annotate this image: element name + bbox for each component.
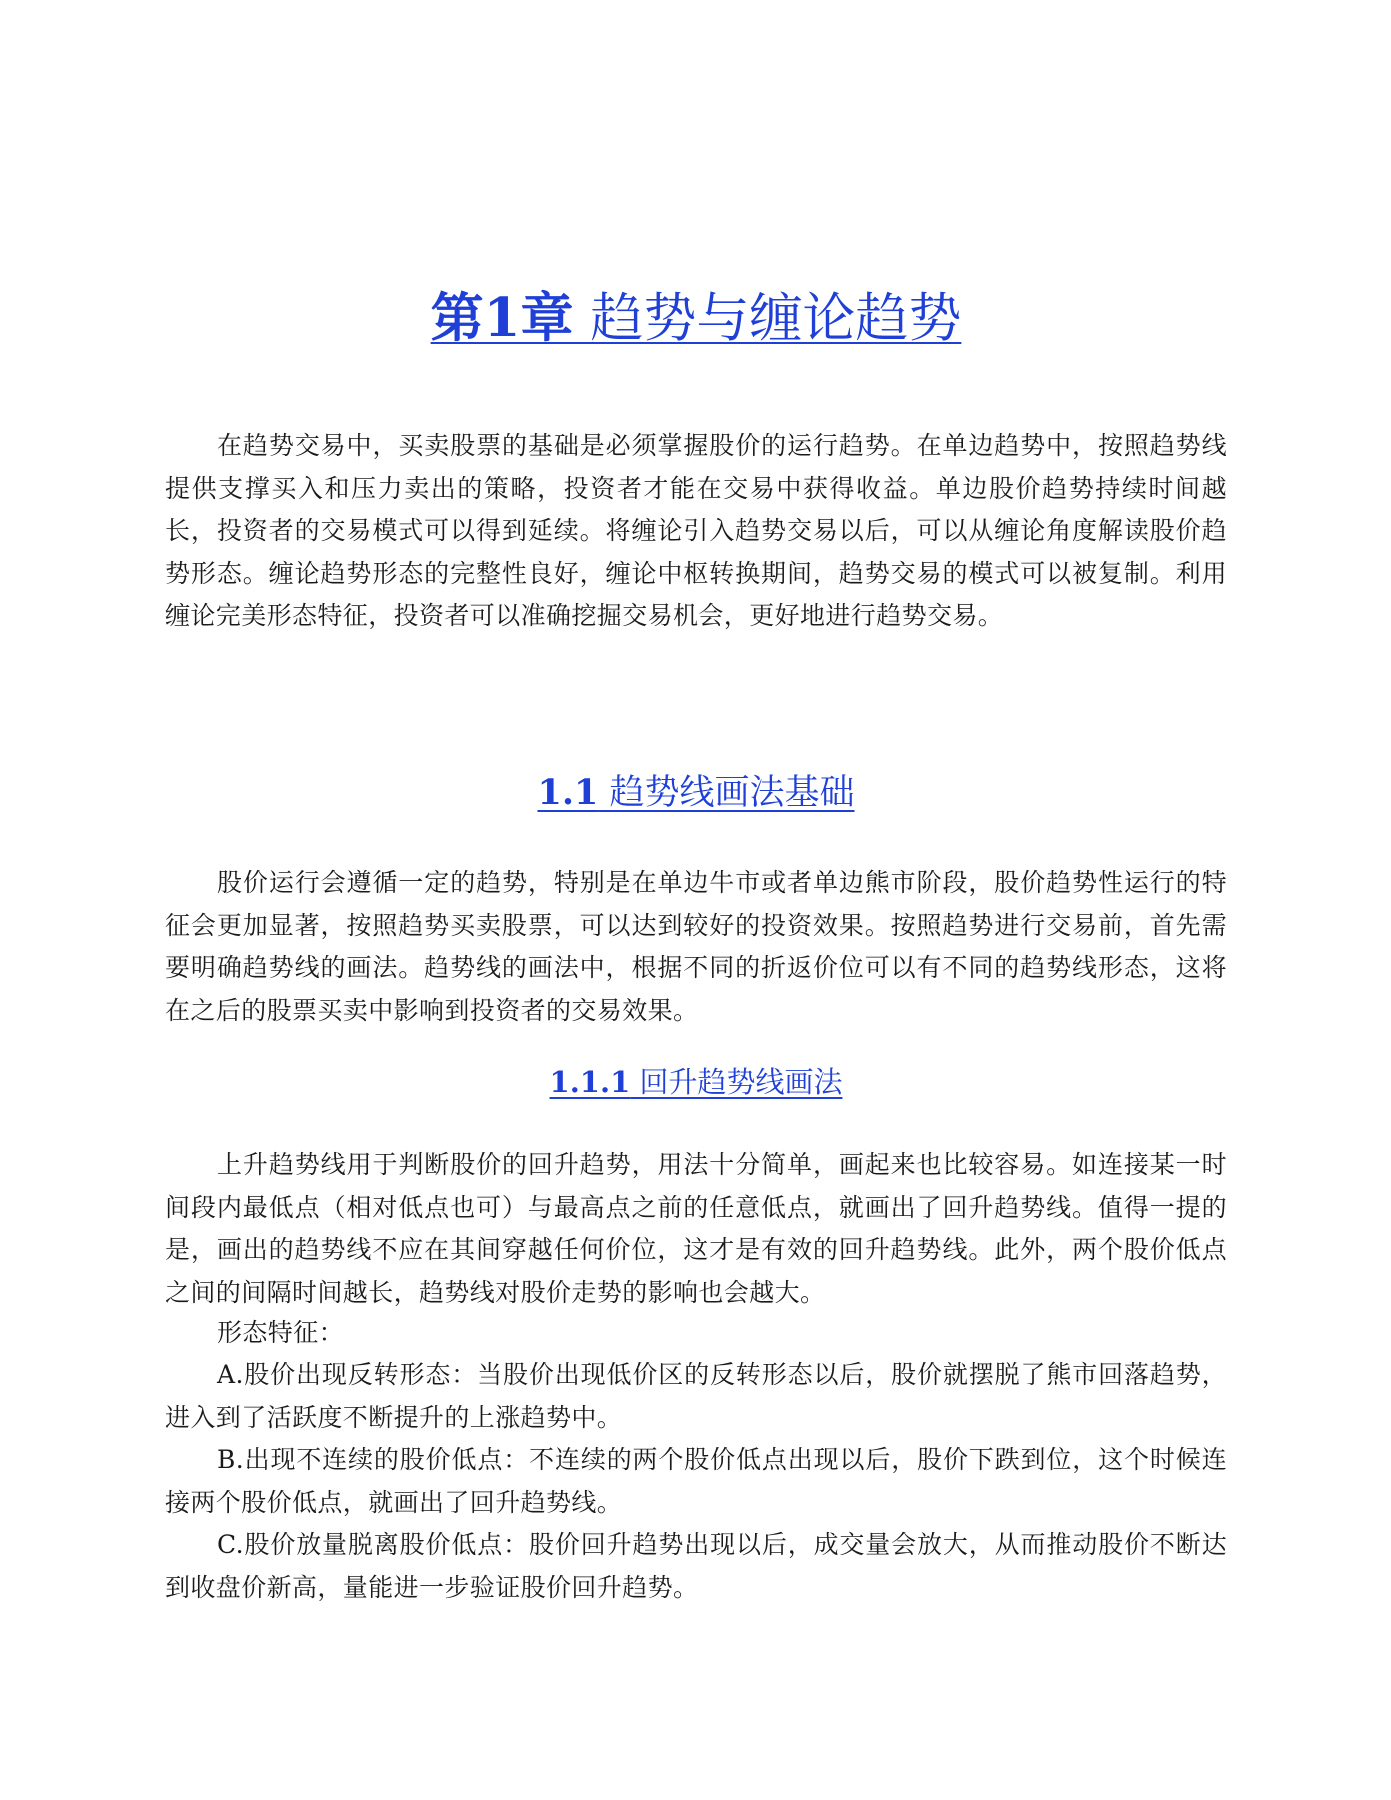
feature-item-a: A.股价出现反转形态：当股价出现低价区的反转形态以后，股价就摆脱了熊市回落趋势，进入到了活跃度不断提升的上涨趋势中。 [165, 1360, 1227, 1432]
section-title-link[interactable] [537, 773, 854, 813]
features-label: 形态特征： [217, 1318, 345, 1347]
subsection-title-link[interactable] [550, 1065, 843, 1099]
section-body-paragraph: 股价运行会遵循一定的趋势，特别是在单边牛市或者单边熊市阶段，股价趋势性运行的特征会更加显著，按照趋势买卖股票，可以达到较好的投资效果。按照趋势进行交易前，首先需要明确趋势线的画法。趋势线的画法中，根据不同的折返价位可以有不同的趋势线形态，这将在之后的股票买卖中影响到投资者的交易效果。 [165, 868, 1227, 1025]
chapter-title-text: 趋势与缠论趋势 [573, 288, 962, 349]
chapter-title [165, 283, 1227, 354]
feature-item-c: C.股价放量脱离股价低点：股价回升趋势出现以后，成交量会放大，从而推动股价不断达到收盘价新高，量能进一步验证股价回升趋势。 [165, 1530, 1227, 1602]
subsection-title [165, 1062, 1227, 1102]
subsection-title-text: 回升趋势线画法 [630, 1065, 843, 1099]
subsection-body-paragraph: 上升趋势线用于判断股价的回升趋势，用法十分简单，画起来也比较容易。如连接某一时间段内最低点（相对低点也可）与最高点之前的任意低点，就画出了回升趋势线。值得一提的是，画出的趋势线不应在其间穿越任何价位，这才是有效的回升趋势线。此外，两个股价低点之间的间隔时间越长，趋势线对股价走势的影响也会越大。 [165, 1150, 1227, 1307]
section-title [165, 770, 1227, 816]
chapter-title-link[interactable] [431, 288, 962, 349]
feature-item-b: B.出现不连续的股价低点：不连续的两个股价低点出现以后，股价下跌到位，这个时候连接两个股价低点，就画出了回升趋势线。 [165, 1445, 1227, 1517]
section-number: 1.1 [537, 772, 599, 813]
chapter-intro-paragraph: 在趋势交易中，买卖股票的基础是必须掌握股价的运行趋势。在单边趋势中，按照趋势线提供支撑买入和压力卖出的策略，投资者才能在交易中获得收益。单边股价趋势持续时间越长，投资者的交易模式可以得到延续。将缠论引入趋势交易以后，可以从缠论角度解读股价趋势形态。缠论趋势形态的完整性良好，缠论中枢转换期间，趋势交易的模式可以被复制。利用缠论完美形态特征，投资者可以准确挖掘交易机会，更好地进行趋势交易。 [165, 431, 1227, 630]
section-title-text: 趋势线画法基础 [598, 773, 855, 813]
subsection-number: 1.1.1 [549, 1065, 631, 1099]
chapter-number: 第1章 [430, 287, 574, 349]
